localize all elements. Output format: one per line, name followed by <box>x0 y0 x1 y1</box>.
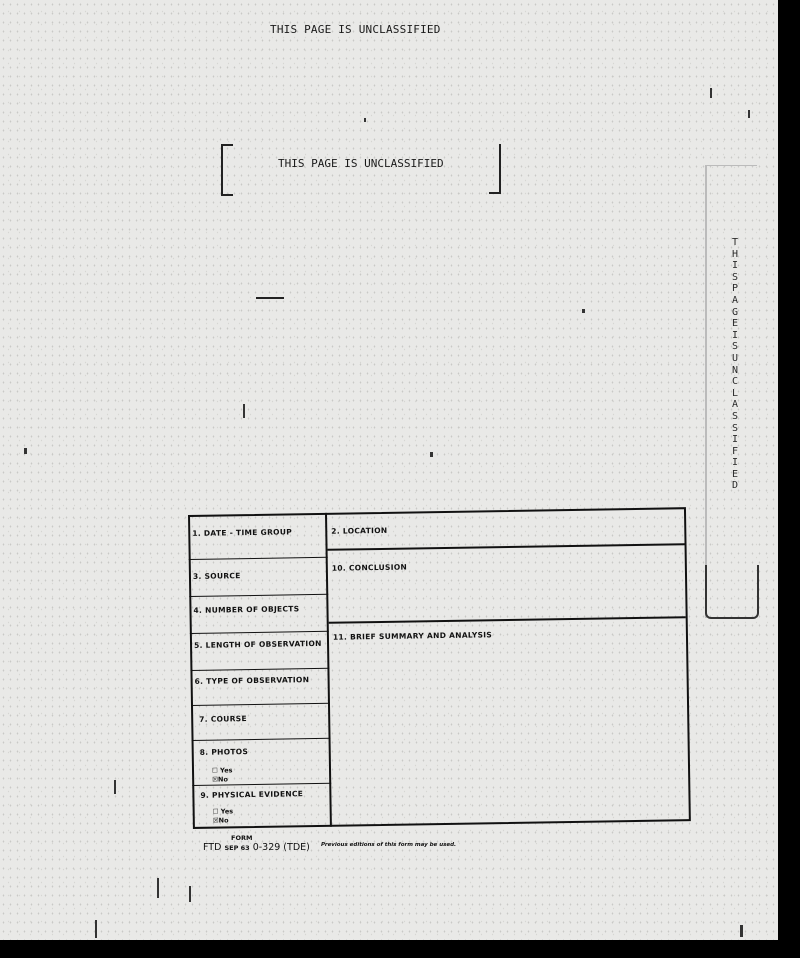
scan-speck <box>748 110 750 118</box>
field-label: 6. TYPE OF OBSERVATION <box>194 675 310 686</box>
scan-speck <box>582 309 585 313</box>
photos-no-option[interactable]: ☒No <box>212 775 228 784</box>
field-conclusion-label: 10. CONCLUSION <box>331 562 408 573</box>
stamp-text: THIS PAGE IS UNCLASSIFIED <box>278 157 444 170</box>
stamp-bracket-right <box>489 144 501 194</box>
field-source <box>189 558 329 597</box>
field-course <box>191 704 331 741</box>
vertical-stamp-text: THISPAGEISUNCLASSIFIED <box>731 237 739 492</box>
field-type-of-observation <box>190 669 330 706</box>
classification-header: THIS PAGE IS UNCLASSIFIED <box>270 23 441 36</box>
scan-speck <box>243 404 245 418</box>
scan-speck <box>740 925 743 937</box>
vertical-classification-stamp <box>705 165 755 617</box>
field-photos <box>192 739 332 786</box>
scan-speck <box>364 118 366 122</box>
field-label: 8. PHOTOS <box>199 747 249 757</box>
photos-yes-option[interactable]: ☐ Yes <box>211 766 233 775</box>
scan-speck <box>24 448 27 454</box>
scan-speck <box>157 878 159 898</box>
field-label: 1. DATE - TIME GROUP <box>192 527 293 538</box>
field-location-label: 2. LOCATION <box>331 525 388 536</box>
field-label: 4. NUMBER OF OBJECTS <box>193 604 300 615</box>
field-label: 9. PHYSICAL EVIDENCE <box>200 789 304 800</box>
underline-mark <box>256 297 284 299</box>
field-number-of-objects <box>189 595 329 634</box>
field-summary-label: 11. BRIEF SUMMARY AND ANALYSIS <box>332 630 493 642</box>
field-length-of-observation <box>190 632 330 671</box>
scan-speck <box>95 920 97 938</box>
footer-form-word: FORM <box>231 834 253 842</box>
report-form <box>188 507 691 829</box>
scan-speck <box>430 452 433 457</box>
classification-stamp <box>221 144 501 192</box>
field-label: 7. COURSE <box>199 714 247 724</box>
footer-form-code: FTD SEP 63 0-329 (TDE) <box>203 842 310 853</box>
field-physical-evidence <box>192 784 332 827</box>
vertical-stamp-frame-bottom <box>705 565 759 619</box>
footer-note: Previous editions of this form may be used. <box>321 842 457 848</box>
field-label: 5. LENGTH OF OBSERVATION <box>193 638 322 650</box>
stamp-bracket-left <box>221 144 233 196</box>
scan-speck <box>114 780 116 794</box>
physical-evidence-no-option[interactable]: ☒No <box>212 816 229 825</box>
field-label: 3. SOURCE <box>192 571 241 581</box>
scan-speck <box>710 88 712 98</box>
field-date-time <box>188 513 328 560</box>
physical-evidence-yes-option[interactable]: ☐ Yes <box>212 807 234 816</box>
scan-speck <box>189 886 191 902</box>
